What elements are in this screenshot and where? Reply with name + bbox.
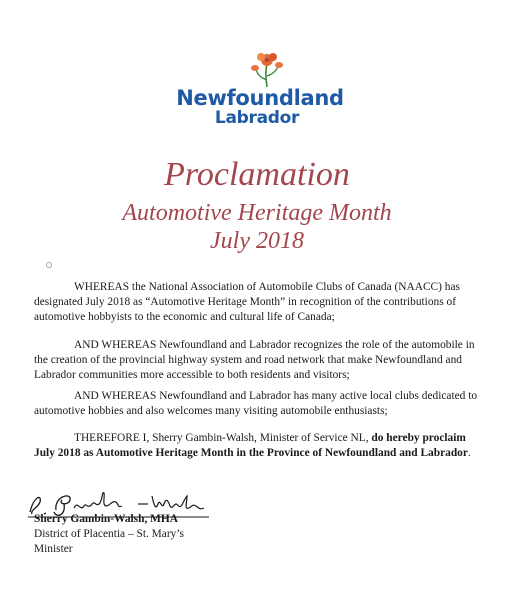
signatory-name: Sherry Gambin-Walsh, MHA [34,513,178,525]
therefore-paragraph [34,431,484,461]
whereas-paragraph-3: AND WHEREAS Newfoundland and Labrador has many active local clubs dedicated to automotive hobbies and also welcomes many visiting automobile enthusiasts; [34,390,478,417]
whereas-paragraph-2: AND WHEREAS Newfoundland and Labrador recognizes the role of the automobile in the creation of the provincial highway system and road network that make Newfoundland and Labrador communities more accessible to both residents and visitors; [34,339,475,381]
therefore-text: THEREFORE I, Sherry Gambin-Walsh, Minister of Service NL, [74,432,372,444]
government-logo [0,52,514,128]
therefore-end: . [467,447,471,459]
proclamation-date: July 2018 [210,228,304,254]
signature-block [34,512,184,557]
pitcher-plant-icon [247,52,287,88]
proclamation-subtitle: Automotive Heritage Month [122,200,392,226]
signatory-role: Minister [34,543,73,555]
logo-wordmark-newfoundland: Newfoundland [176,86,344,110]
proclamation-title: Proclamation [164,156,350,193]
whereas-paragraph-1: WHEREAS the National Association of Automobile Clubs of Canada (NAACC) has designated July 2018 as “Automotive Heritage Month” in recognition of the contributions of automotive hobbyists to the economic and cultural life of Canada; [34,281,460,323]
proclamation-statement: do hereby proclaim July 2018 as Automotive Heritage Month in the Province of Newfoundland and Labrador [34,432,468,459]
logo-wordmark-labrador: Labrador [214,108,300,128]
signatory-district: District of Placentia – St. Mary’s [34,528,184,540]
scan-mark [46,262,52,268]
